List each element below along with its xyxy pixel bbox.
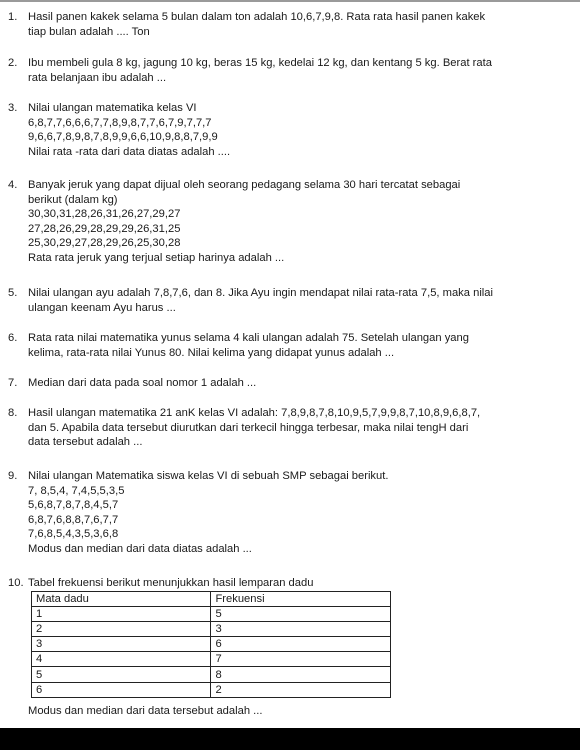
question-line: rata belanjaan ibu adalah ... <box>28 71 167 84</box>
question-line: Nilai ulangan ayu adalah 7,8,7,6, dan 8. Jika Ayu ingin mendapat nilai rata-rata 7,5, maka nilai <box>28 287 493 299</box>
table-cell: 5 <box>211 607 391 622</box>
question-line: Nilai rata -rata dari data diatas adalah .... <box>28 145 231 158</box>
data-line: 9,6,6,7,8,9,8,7,8,9,9,6,6,10,9,8,8,7,9,9 <box>28 131 218 144</box>
question-4: 4. Banyak jeruk yang dapat dijual oleh seorang pedagang selama 30 hari tercatat sebagai berikut (dalam kg) 30,30,31,28,26,31,26,27,29,27 27,28,26,29,28,29,29,26,31,25 25,30,29,27,28,29,26,25,30,28 Rata rata jeruk yang terjual setiap harinya adalah ... <box>8 178 572 266</box>
table-row <box>32 607 391 622</box>
question-line: berikut (dalam kg) <box>28 193 118 206</box>
question-line: Hasil ulangan matematika 21 anK kelas VI adalah: 7,8,9,8,7,8,10,9,5,7,9,9,8,7,10,8,9,6,8,7, <box>28 407 481 419</box>
question-line: Banyak jeruk yang dapat dijual oleh seorang pedagang selama 30 hari tercatat sebagai <box>28 179 461 191</box>
data-line: 7, 8,5,4, 7,4,5,5,3,5 <box>28 484 125 497</box>
table-cell: 7 <box>211 652 391 667</box>
table-cell: 3 <box>32 637 211 652</box>
bottom-black-bar <box>0 728 580 750</box>
data-line: 5,6,8,7,8,7,8,4,5,7 <box>28 499 119 512</box>
question-line: Ibu membeli gula 8 kg, jagung 10 kg, beras 15 kg, kedelai 12 kg, dan kentang 5 kg. Berat rata <box>28 57 492 69</box>
table-cell: 2 <box>211 682 391 697</box>
question-10-prompt <box>8 704 572 719</box>
column-header-mata-dadu: Mata dadu <box>32 592 211 607</box>
table-row <box>32 682 391 697</box>
question-6: 6. Rata rata nilai matematika yunus selama 4 kali ulangan adalah 75. Setelah ulangan yang kelima, rata-rata nilai Yunus 80. Nilai kelima yang didapat yunus adalah ... <box>8 331 572 360</box>
question-8: 8. Hasil ulangan matematika 21 anK kelas VI adalah: 7,8,9,8,7,8,10,9,5,7,9,9,8,7,10,8,9,6,8,7, dan 5. Apabila data tersebut diurutkan dari terkecil hingga terbesar, maka nilai tengH dari data tersebut adalah ... <box>8 406 572 450</box>
data-line: 30,30,31,28,26,31,26,27,29,27 <box>28 208 181 221</box>
question-line: Nilai ulangan matematika kelas VI <box>28 102 197 114</box>
table-header-row <box>32 592 391 607</box>
question-10: 10. Tabel frekuensi berikut menunjukkan hasil lemparan dadu <box>8 576 572 591</box>
question-7: 7. Median dari data pada soal nomor 1 adalah ... <box>8 376 572 391</box>
question-line: Rata rata nilai matematika yunus selama 4 kali ulangan adalah 75. Setelah ulangan yang <box>28 332 469 344</box>
question-line: Rata rata jeruk yang terjual setiap harinya adalah ... <box>28 251 285 264</box>
table-cell: 3 <box>211 622 391 637</box>
table-cell: 8 <box>211 667 391 682</box>
question-line: data tersebut adalah ... <box>28 436 143 449</box>
table-row <box>32 652 391 667</box>
table-cell: 1 <box>32 607 211 622</box>
question-line: Median dari data pada soal nomor 1 adalah ... <box>28 377 257 389</box>
data-line: 27,28,26,29,28,29,29,26,31,25 <box>28 222 181 235</box>
question-line: Nilai ulangan Matematika siswa kelas VI di sebuah SMP sebagai berikut. <box>28 470 389 482</box>
table-row <box>32 667 391 682</box>
table-row <box>32 622 391 637</box>
question-5: 5. Nilai ulangan ayu adalah 7,8,7,6, dan 8. Jika Ayu ingin mendapat nilai rata-rata 7,5, maka nilai ulangan keenam Ayu harus ... <box>8 286 572 315</box>
question-line: Modus dan median dari data diatas adalah ... <box>28 542 252 555</box>
top-edge-line <box>0 0 580 2</box>
table-cell: 4 <box>32 652 211 667</box>
table-cell: 5 <box>32 667 211 682</box>
question-line: Modus dan median dari data tersebut adalah ... <box>28 705 263 717</box>
question-line: dan 5. Apabila data tersebut diurutkan dari terkecil hingga terbesar, maka nilai tengH dari <box>28 421 469 434</box>
data-line: 25,30,29,27,28,29,26,25,30,28 <box>28 237 181 250</box>
question-line: tiap bulan adalah .... Ton <box>28 25 150 38</box>
table-cell: 6 <box>32 682 211 697</box>
question-line: Tabel frekuensi berikut menunjukkan hasil lemparan dadu <box>28 577 314 589</box>
question-line: ulangan keenam Ayu harus ... <box>28 301 176 314</box>
data-line: 6,8,7,7,6,6,6,7,7,8,9,8,7,7,6,7,9,7,7,7 <box>28 116 212 129</box>
frequency-table <box>31 591 391 698</box>
table-cell: 6 <box>211 637 391 652</box>
table-row <box>32 637 391 652</box>
question-3: 3. Nilai ulangan matematika kelas VI 6,8,7,7,6,6,6,7,7,8,9,8,7,7,6,7,9,7,7,7 9,6,6,7,8,9,8,7,8,9,9,6,6,10,9,8,8,7,9,9 Nilai rata -rata dari data diatas adalah .... <box>8 101 572 159</box>
question-1: 1. Hasil panen kakek selama 5 bulan dalam ton adalah 10,6,7,9,8. Rata rata hasil panen kakek tiap bulan adalah .... Ton <box>8 10 572 39</box>
data-line: 7,6,8,5,4,3,5,3,6,8 <box>28 528 119 541</box>
question-line: Hasil panen kakek selama 5 bulan dalam ton adalah 10,6,7,9,8. Rata rata hasil panen kakek <box>28 11 486 23</box>
column-header-frekuensi: Frekuensi <box>211 592 391 607</box>
question-9: 9. Nilai ulangan Matematika siswa kelas VI di sebuah SMP sebagai berikut. 7, 8,5,4, 7,4,5,5,3,5 5,6,8,7,8,7,8,4,5,7 6,8,7,6,8,8,7,6,7,7 7,6,8,5,4,3,5,3,6,8 Modus dan median dari data diatas adalah ... <box>8 469 572 557</box>
question-2: 2. Ibu membeli gula 8 kg, jagung 10 kg, beras 15 kg, kedelai 12 kg, dan kentang 5 kg. Berat rata rata belanjaan ibu adalah ... <box>8 56 572 85</box>
question-line: kelima, rata-rata nilai Yunus 80. Nilai kelima yang didapat yunus adalah ... <box>28 346 395 359</box>
data-line: 6,8,7,6,8,8,7,6,7,7 <box>28 513 119 526</box>
table-cell: 2 <box>32 622 211 637</box>
